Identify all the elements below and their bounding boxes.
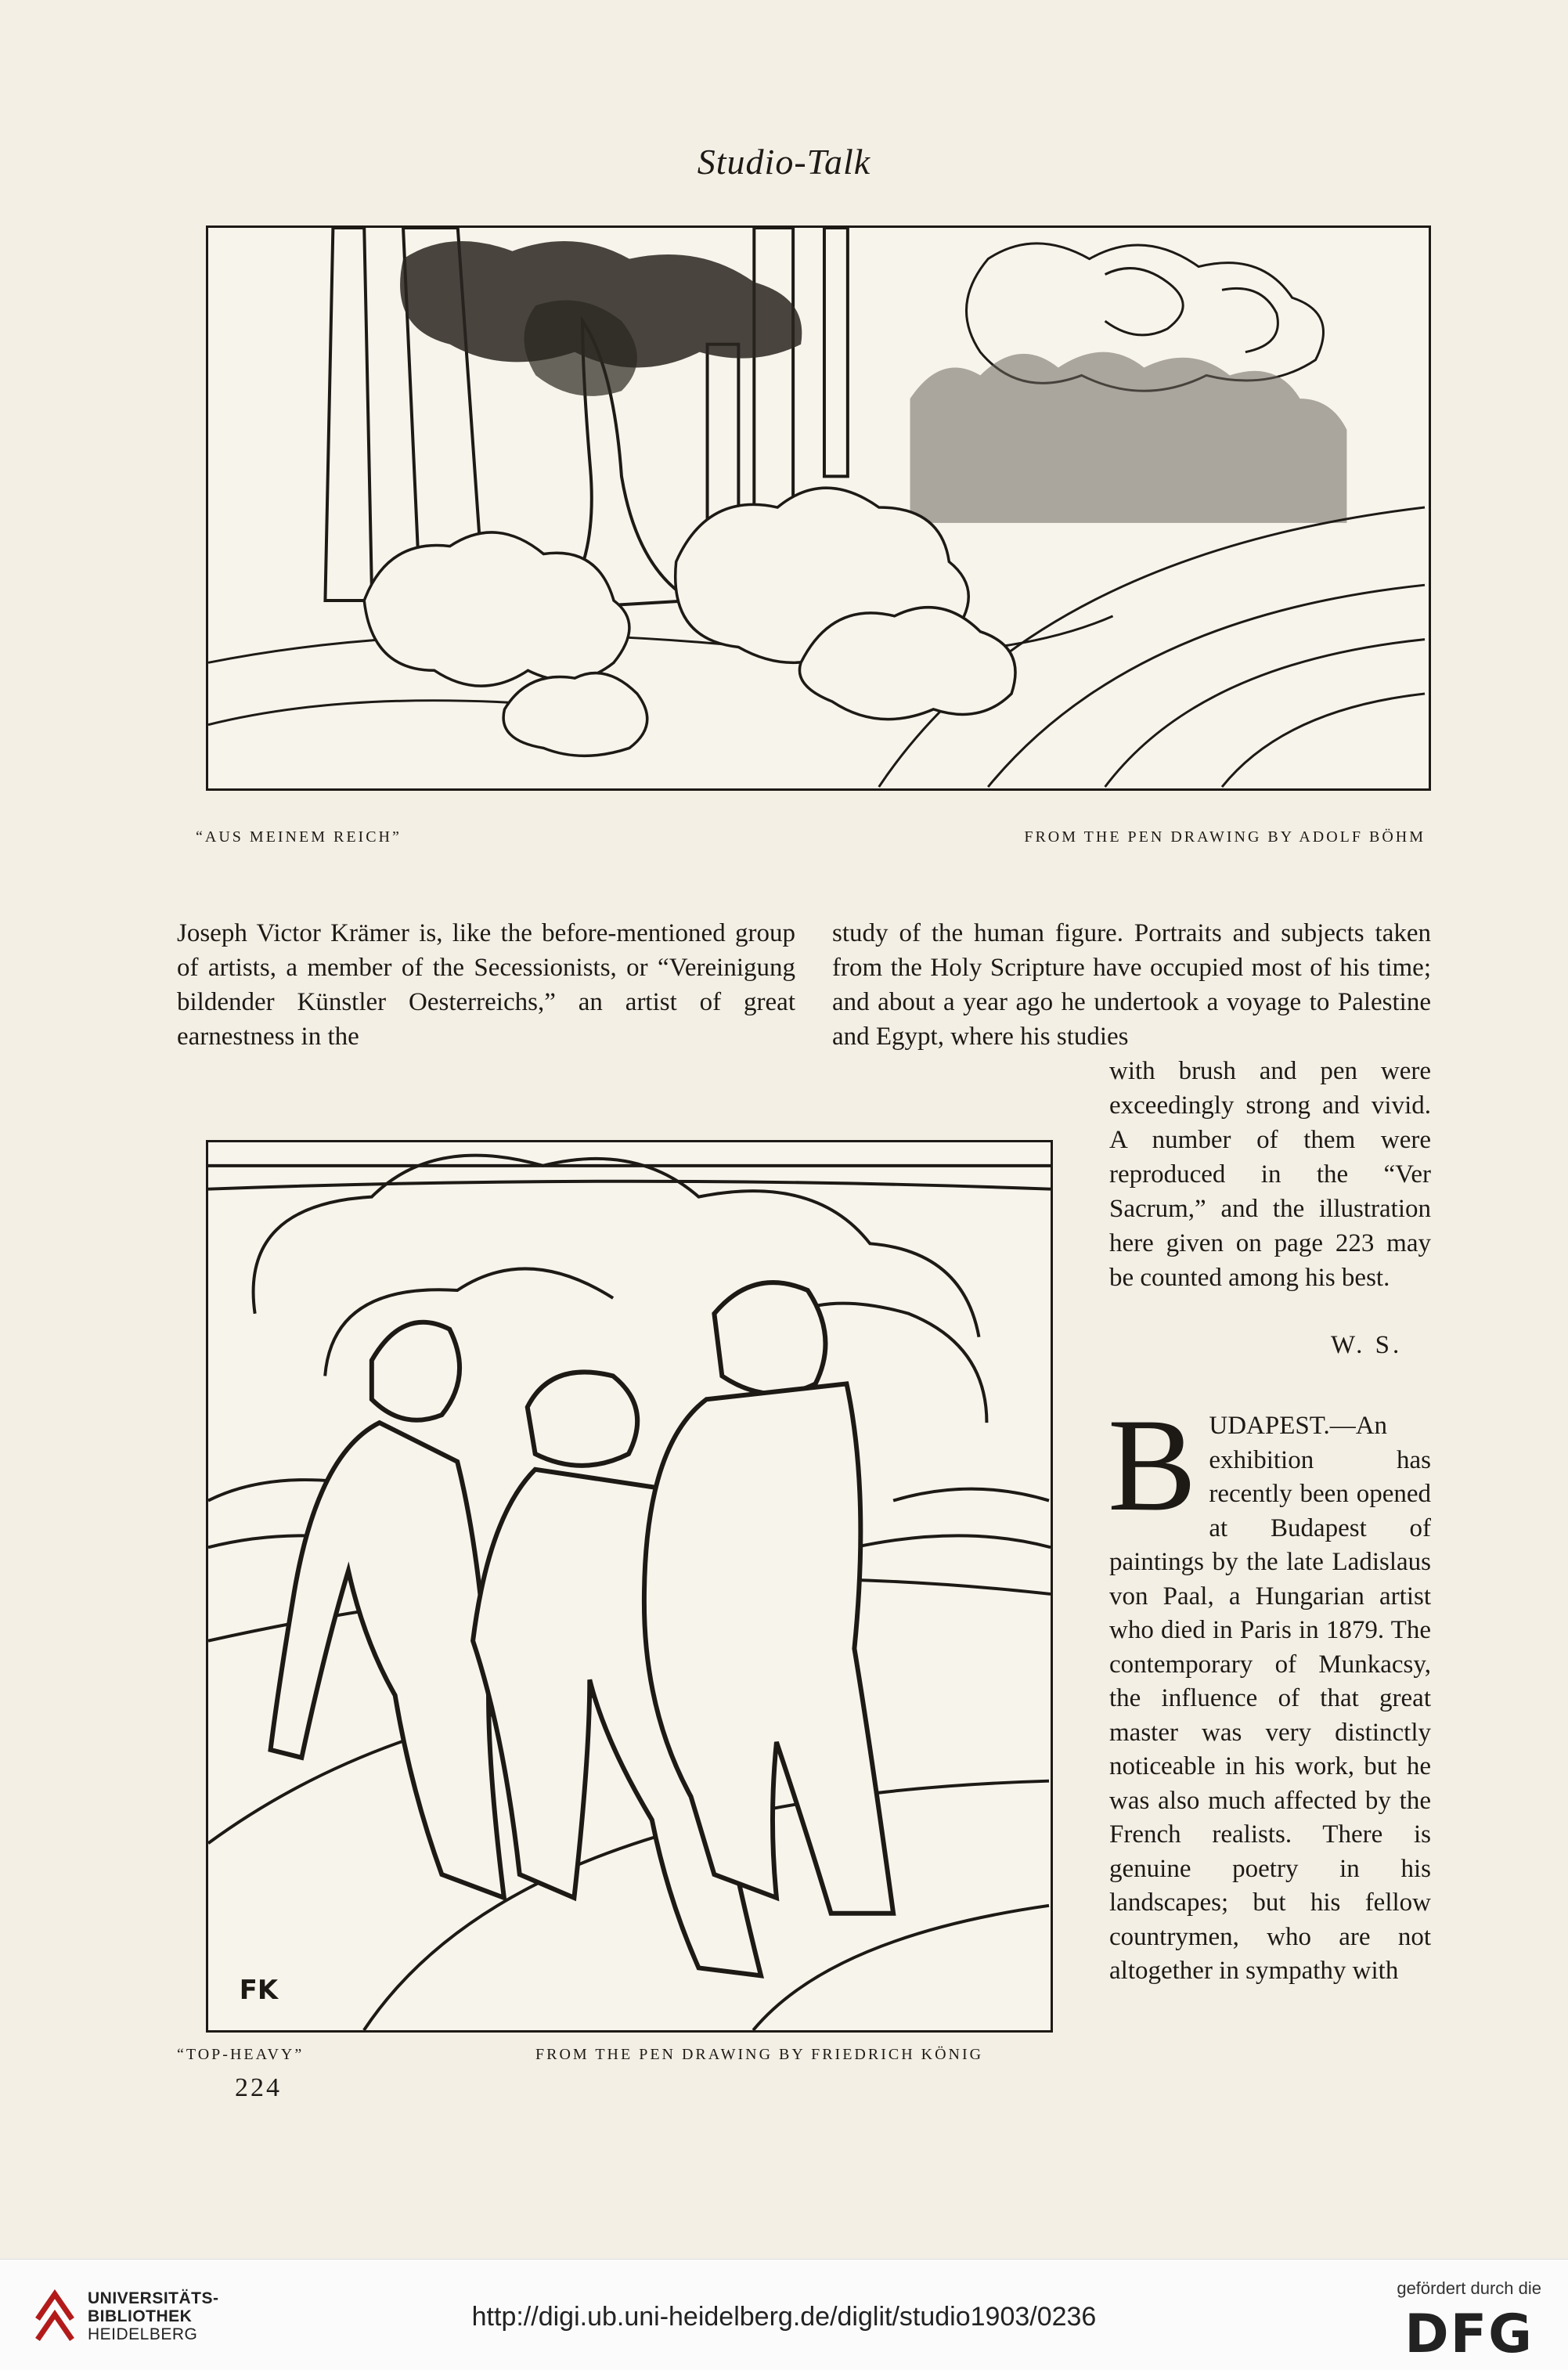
budapest-section (1108, 1391, 1431, 1989)
library-name-line2: BIBLIOTHEK (88, 2307, 193, 2325)
running-head: Studio-Talk (697, 142, 871, 182)
footer-bar (0, 2259, 1568, 2370)
pen-drawing-figures (208, 1142, 1051, 2030)
budapest-text: UDAPEST.—An exhibition has recently been opened at Budapest of paintings by the late Ladislaus von Paal, a Hungarian artist who died in Paris in 1879. The contemporary of Munkacsy, the influence of that great master was very distinctly noticeable in his work, but he was also much affected by the French realists. There is genuine poetry in his landscapes; but his fellow countrymen, who are not altogether in sympathy with (1109, 1412, 1431, 1985)
caption-credit-top: FROM THE PEN DRAWING BY ADOLF BÖHM (1024, 828, 1426, 846)
library-name-line1: UNIVERSITÄTS- (88, 2289, 219, 2307)
illustration-aus-meinem-reich (206, 225, 1431, 791)
page-number: 224 (235, 2073, 282, 2102)
author-signature: W. S. (1331, 1331, 1403, 1359)
library-name-line3: HEIDELBERG (88, 2325, 198, 2343)
drop-cap: B (1108, 1391, 1197, 1539)
illustration-top-heavy (206, 1140, 1053, 2033)
svg-text:FK: FK (239, 1975, 279, 2006)
document-url-link[interactable]: http://digi.ub.uni-heidelberg.de/diglit/studio1903/0236 (471, 2302, 1097, 2332)
pen-drawing-landscape (208, 228, 1429, 788)
caption-title-bottom: “TOP-HEAVY” (177, 2046, 305, 2063)
caption-title-top: “AUS MEINEM REICH” (196, 828, 402, 846)
caption-credit-bottom: FROM THE PEN DRAWING BY FRIEDRICH KÖNIG (535, 2046, 984, 2063)
sponsor-label: gefördert durch die (1397, 2278, 1541, 2298)
article-left-intro: Joseph Victor Krämer is, like the before-mentioned group of artists, a member of the Secessionists, or “Vereinigung bildender Künstler Oesterreichs,” an artist of great earnestness in the (177, 919, 795, 1051)
article-right-continued: with brush and pen were exceedingly strong and vivid. A number of them were reproduced in the “Ver Sacrum,” and the illustration here given on page 223 may be counted among his best. (1109, 1057, 1431, 1292)
article-right-intro: study of the human figure. Portraits and subjects taken from the Holy Scripture have occupied most of his time; and about a year ago he undertook a voyage to Palestine and Egypt, where his studies (832, 919, 1431, 1051)
dfg-logo: DFG (1404, 2303, 1534, 2365)
